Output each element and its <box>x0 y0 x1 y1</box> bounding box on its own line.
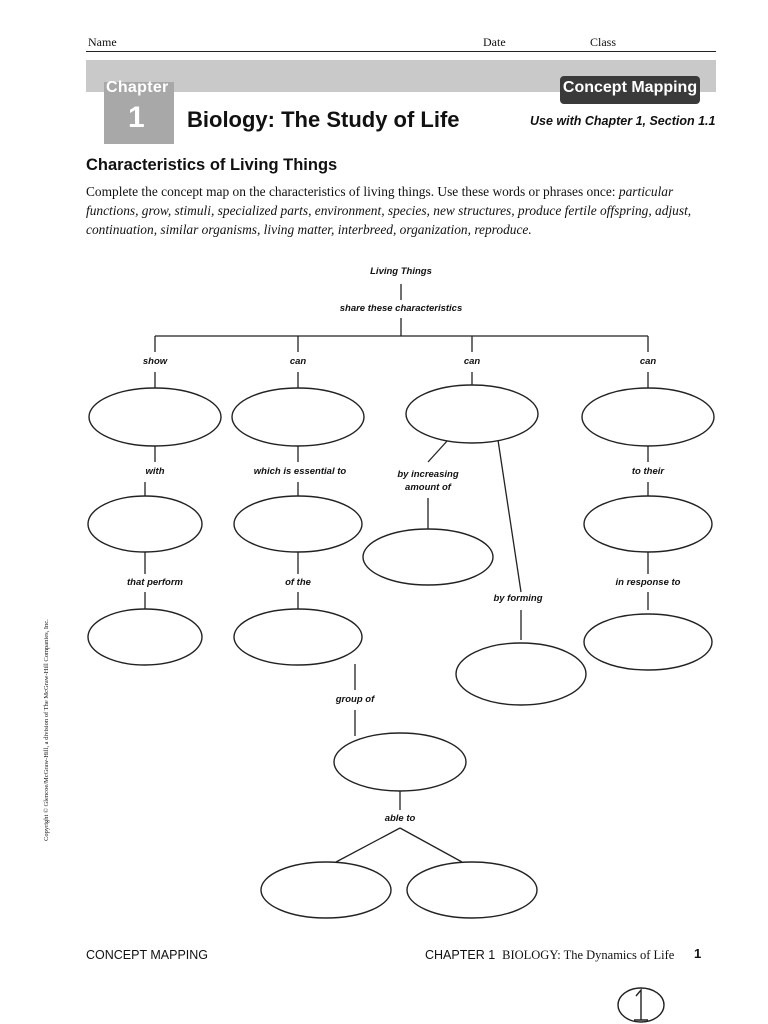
section-title: Characteristics of Living Things <box>86 156 338 174</box>
link-can-2: can <box>463 356 481 367</box>
date-label: Date <box>483 35 506 49</box>
link-that-perform: that perform <box>127 577 183 588</box>
link-of-the: of the <box>285 577 311 588</box>
chapter-number: 1 <box>128 101 145 134</box>
connector <box>498 440 521 592</box>
answer-oval <box>363 529 493 585</box>
answer-oval <box>334 733 466 791</box>
answer-oval <box>89 388 221 446</box>
answer-oval <box>584 496 712 552</box>
link-by-increasing: by increasing <box>397 469 459 480</box>
link-by-forming: by forming <box>493 593 543 604</box>
answer-oval <box>234 496 362 552</box>
name-label: Name <box>88 35 117 49</box>
link-group-of: group of <box>335 694 375 705</box>
connector <box>400 828 462 862</box>
link-in-response-to: in response to <box>615 577 681 588</box>
chapter-word: Chapter <box>106 79 169 96</box>
link-to-their: to their <box>631 466 665 477</box>
answer-oval <box>407 862 537 918</box>
class-label: Class <box>590 35 617 49</box>
use-with-note: Use with Chapter 1, Section 1.1 <box>530 114 716 128</box>
map-root-label: Living Things <box>370 266 432 277</box>
link-can-3: can <box>639 356 657 367</box>
page-number: 1 <box>694 946 702 961</box>
answer-oval <box>232 388 364 446</box>
answer-oval <box>406 385 538 443</box>
link-essential-to: which is essential to <box>253 466 347 477</box>
answer-oval <box>88 609 202 665</box>
connector <box>428 440 448 462</box>
answer-oval <box>584 614 712 670</box>
footer-chapter <box>425 948 674 963</box>
map-root-link: share these characteristics <box>339 303 463 314</box>
link-with: with <box>145 466 165 477</box>
answer-oval <box>456 643 586 705</box>
answer-oval <box>88 496 202 552</box>
link-able-to: able to <box>384 813 416 824</box>
footer-book-title: BIOLOGY: The Dynamics of Life <box>502 948 675 962</box>
answer-oval <box>261 862 391 918</box>
word-bank: particular functions, grow, stimuli, specialized parts, environment, species, new structures, produce fertile offspring, adjust, continuation, similar organisms, living matter, interbreed, organization, reproduce. <box>86 184 692 237</box>
answer-oval <box>582 388 714 446</box>
link-can-1: can <box>289 356 307 367</box>
concept-mapping-label: Concept Mapping <box>562 79 698 96</box>
footer-label: CONCEPT MAPPING <box>86 948 209 962</box>
footer-chapter-number: CHAPTER 1 <box>425 948 496 962</box>
link-show: show <box>142 356 168 367</box>
connector <box>336 828 400 862</box>
answer-oval <box>234 609 362 665</box>
link-amount-of: amount of <box>405 482 451 493</box>
instructions-lead: Complete the concept map on the characteristics of living things. Use these words or phrases once: <box>86 184 616 199</box>
page-title: Biology: The Study of Life <box>187 107 460 132</box>
handwritten-page-mark <box>618 988 664 1022</box>
copyright-notice: Copyright © Glencoe/McGraw-Hill, a division of The McGraw-Hill Companies, Inc. <box>43 619 50 841</box>
